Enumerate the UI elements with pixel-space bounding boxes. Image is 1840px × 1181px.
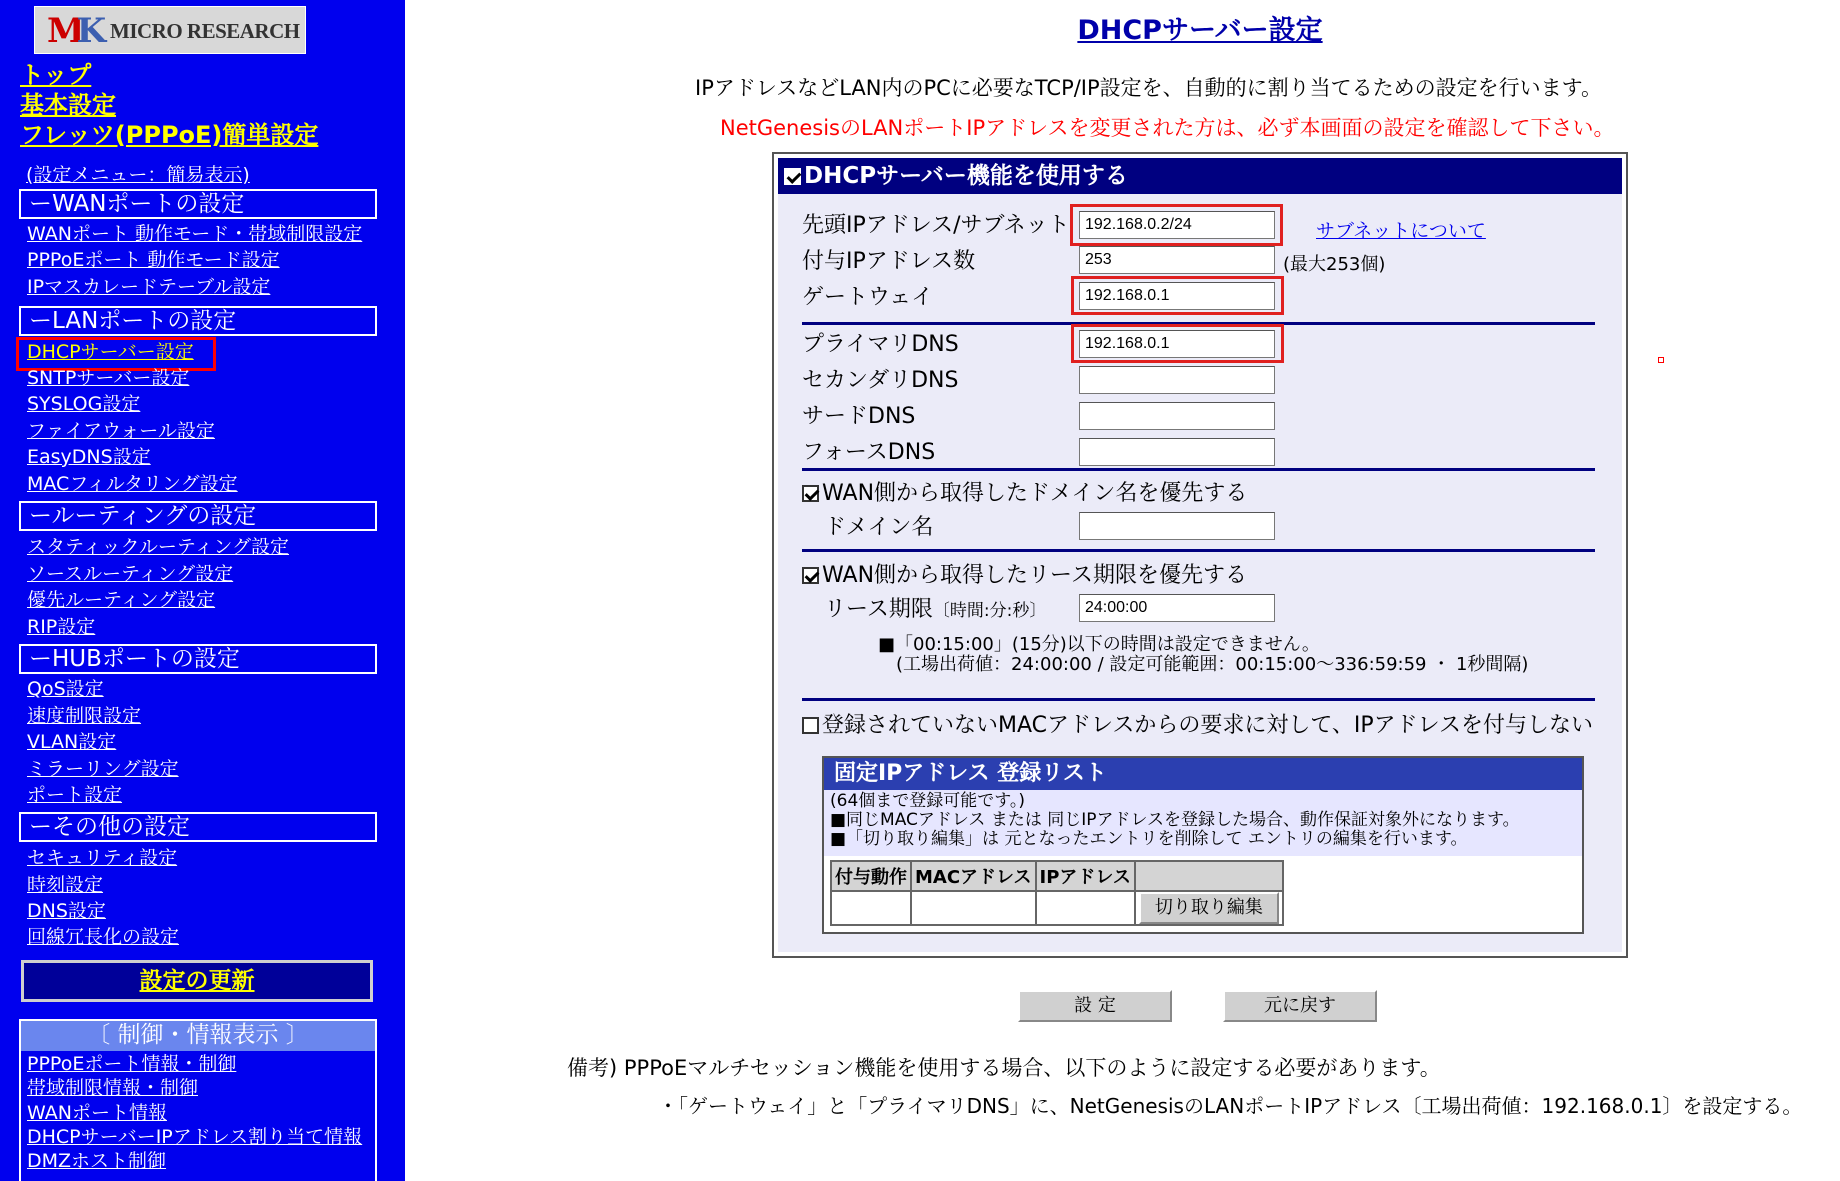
third-dns-label: サードDNS <box>802 404 916 429</box>
nav-easydns[interactable]: EasyDNS設定 <box>27 446 151 468</box>
nav-dmz-host[interactable]: DMZホスト制御 <box>27 1150 167 1172</box>
secondary-dns-label: セカンダリDNS <box>802 368 959 393</box>
nav-flets-easy-setup[interactable]: フレッツ(PPPoE)簡単設定 <box>20 121 319 149</box>
nav-bandwidth-info[interactable]: 帯域制限情報・制御 <box>27 1077 199 1099</box>
nav-static-routing[interactable]: スタティックルーティング設定 <box>27 536 290 558</box>
col-mac: MACアドレス <box>911 861 1036 891</box>
table-header-row <box>831 861 1283 891</box>
nav-line-redundancy[interactable]: 回線冗長化の設定 <box>27 926 180 948</box>
dhcp-form <box>778 194 1622 952</box>
gateway-input[interactable]: 192.168.0.1 <box>1079 282 1275 310</box>
separator <box>802 468 1595 471</box>
nav-syslog[interactable]: SYSLOG設定 <box>27 393 141 415</box>
dhcp-settings-panel <box>772 152 1628 958</box>
separator <box>802 549 1595 552</box>
nav-dhcp-server[interactable]: DHCPサーバー設定 <box>27 341 194 363</box>
count-max-note: (最大253個) <box>1283 254 1386 275</box>
lease-label-row <box>824 592 1046 623</box>
mac-restrict-row <box>802 708 1593 739</box>
cell-mac <box>911 891 1036 925</box>
nav-dhcp-assign-info[interactable]: DHCPサーバーIPアドレス割り当て情報 <box>27 1126 363 1148</box>
nav-time[interactable]: 時刻設定 <box>27 874 104 896</box>
red-marker <box>1658 357 1664 363</box>
page-warning: NetGenesisのLANポートIPアドレスを変更された方は、必ず本画面の設定を確認して下さい。 <box>720 116 1615 140</box>
domain-label: ドメイン名 <box>824 515 934 540</box>
nav-ip-masquerade[interactable]: IPマスカレードテーブル設定 <box>27 276 271 298</box>
nav-firewall[interactable]: ファイアウォール設定 <box>27 420 215 442</box>
nav-basic-settings[interactable]: 基本設定 <box>20 91 116 119</box>
col-ip: IPアドレス <box>1036 861 1135 891</box>
force-dns-label: フォースDNS <box>802 440 936 465</box>
reset-button[interactable]: 元に戻す <box>1223 990 1377 1022</box>
remarks-line-2: ・「ゲートウェイ」と「プライマリDNS」に、NetGenesisのLANポートIPアドレス〔工場出荷値：192.168.0.1〕を設定する。 <box>658 1094 1803 1118</box>
section-other: ーその他の設定 <box>19 812 377 842</box>
gateway-highlight <box>1071 276 1284 315</box>
fixed-ip-table <box>830 860 1284 926</box>
col-action: 付与動作 <box>831 861 911 891</box>
mac-restrict-label: 登録されていないMACアドレスからの要求に対して、IPアドレスを付与しない <box>822 713 1594 738</box>
section-routing: ールーティングの設定 <box>19 501 377 531</box>
nav-wan-mode[interactable]: WANポート 動作モード・帯域制限設定 <box>27 223 363 245</box>
nav-qos[interactable]: QoS設定 <box>27 678 104 700</box>
lease-input[interactable]: 24:00:00 <box>1079 594 1275 622</box>
lease-unit: 〔時間:分:秒〕 <box>932 601 1047 621</box>
start-ip-highlight <box>1070 204 1283 246</box>
fixed-ip-list-title: 固定IPアドレス 登録リスト <box>824 758 1582 790</box>
lease-note-2: (工場出荷値：24:00:00 / 設定可能範囲：00:15:00〜336:59:59 ・ 1秒間隔) <box>896 654 1529 675</box>
gateway-label: ゲートウェイ <box>802 285 934 310</box>
menu-mode-link[interactable]: (設定メニュー：簡易表示) <box>26 164 250 186</box>
info-panel-title: 〔 制御・情報表示 〕 <box>21 1021 375 1051</box>
cell-ip <box>1036 891 1135 925</box>
cell-action <box>831 891 911 925</box>
logo-name: MICRO RESEARCH <box>110 19 300 43</box>
table-row <box>831 891 1283 925</box>
col-edit <box>1135 861 1283 891</box>
remarks-line-1: 備考) PPPoEマルチセッション機能を使用する場合、以下のように設定する必要があります。 <box>567 1056 1441 1080</box>
subnet-help-link[interactable]: サブネットについて <box>1316 220 1486 242</box>
section-lan: ーLANポートの設定 <box>19 306 377 336</box>
nav-mac-filtering[interactable]: MACフィルタリング設定 <box>27 473 238 495</box>
nav-security[interactable]: セキュリティ設定 <box>27 847 178 869</box>
mac-restrict-checkbox[interactable] <box>802 717 819 734</box>
primary-dns-label: プライマリDNS <box>802 332 959 357</box>
nav-wan-info[interactable]: WANポート情報 <box>27 1102 167 1124</box>
domain-input[interactable] <box>1079 512 1275 540</box>
fixed-note-2: ■同じMACアドレス または 同じIPアドレスを登録した場合、動作保証対象外になります。 <box>830 810 1520 830</box>
nav-pppoe-mode[interactable]: PPPoEポート 動作モード設定 <box>27 249 280 271</box>
prefer-domain-row <box>802 476 1247 507</box>
secondary-dns-input[interactable] <box>1079 366 1275 394</box>
nav-top[interactable]: トップ <box>20 61 92 89</box>
update-settings-button[interactable]: 設定の更新 <box>21 960 373 1002</box>
fixed-note-1: (64個まで登録可能です。) <box>830 791 1026 811</box>
dhcp-enable-label: DHCPサーバー機能を使用する <box>804 163 1128 189</box>
nav-mirroring[interactable]: ミラーリング設定 <box>27 758 179 780</box>
start-ip-label: 先頭IPアドレス/サブネット <box>802 213 1070 238</box>
nav-priority-routing[interactable]: 優先ルーティング設定 <box>27 589 216 611</box>
nav-source-routing[interactable]: ソースルーティング設定 <box>27 563 234 585</box>
nav-sntp-server[interactable]: SNTPサーバー設定 <box>27 367 190 389</box>
set-button[interactable]: 設 定 <box>1018 990 1172 1022</box>
page-description: IPアドレスなどLAN内のPCに必要なTCP/IP設定を、自動的に割り当てるための設定を行います。 <box>695 76 1602 100</box>
main-content <box>405 0 1840 1181</box>
fixed-note-3: ■「切り取り編集」は 元となったエントリを削除して エントリの編集を行います。 <box>830 829 1468 849</box>
lease-note-1: ■「00:15:00」(15分)以下の時間は設定できません。 <box>878 634 1320 655</box>
fixed-ip-list-notes <box>824 790 1582 856</box>
prefer-lease-row <box>802 558 1247 589</box>
third-dns-input[interactable] <box>1079 402 1275 430</box>
dhcp-enable-checkbox[interactable] <box>784 168 801 185</box>
prefer-domain-label: WAN側から取得したドメイン名を優先する <box>822 481 1248 506</box>
page-title: DHCPサーバー設定 <box>1077 15 1323 46</box>
nav-pppoe-info[interactable]: PPPoEポート情報・制御 <box>27 1053 237 1075</box>
logo[interactable] <box>34 6 306 54</box>
primary-dns-highlight <box>1071 324 1284 363</box>
logo-mark: MK <box>47 11 99 51</box>
sidebar <box>0 0 405 1181</box>
prefer-lease-checkbox[interactable] <box>802 567 819 584</box>
cut-edit-button[interactable]: 切り取り編集 <box>1139 892 1279 924</box>
dhcp-enable-row <box>778 158 1622 194</box>
prefer-domain-checkbox[interactable] <box>802 485 819 502</box>
separator <box>802 698 1595 701</box>
count-label: 付与IPアドレス数 <box>802 249 976 274</box>
section-hub: ーHUBポートの設定 <box>19 644 377 674</box>
nav-rip[interactable]: RIP設定 <box>27 616 96 638</box>
start-ip-input[interactable]: 192.168.0.2/24 <box>1079 211 1275 239</box>
primary-dns-input[interactable]: 192.168.0.1 <box>1079 330 1275 358</box>
nav-port-settings[interactable]: ポート設定 <box>27 784 123 806</box>
lease-label: リース期限 <box>824 597 933 622</box>
force-dns-input[interactable] <box>1079 438 1275 466</box>
section-wan: ーWANポートの設定 <box>19 189 377 219</box>
nav-speed-limit[interactable]: 速度制限設定 <box>27 705 142 727</box>
count-input[interactable]: 253 <box>1079 246 1275 274</box>
prefer-lease-label: WAN側から取得したリース期限を優先する <box>822 563 1247 588</box>
nav-vlan[interactable]: VLAN設定 <box>27 731 117 753</box>
fixed-ip-list <box>822 756 1584 934</box>
nav-dns[interactable]: DNS設定 <box>27 900 106 922</box>
cell-edit <box>1135 891 1283 925</box>
